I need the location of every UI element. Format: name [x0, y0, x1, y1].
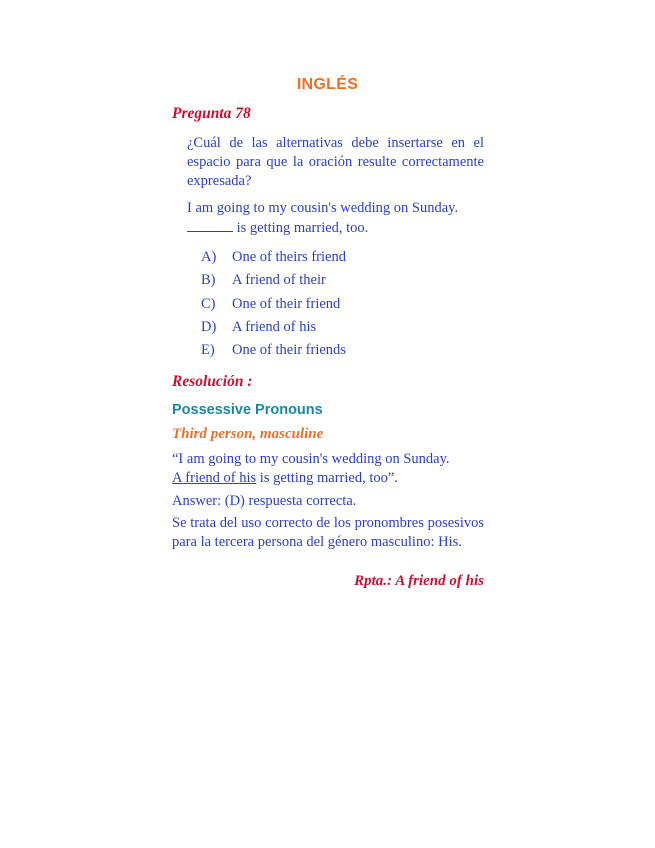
page-title: INGLÉS: [296, 76, 359, 93]
option-text: A friend of his: [232, 318, 317, 335]
resolution-heading: Resolución :: [172, 373, 253, 390]
question-sentence: [187, 199, 484, 238]
sentence-blank: [187, 218, 233, 232]
question-heading: Pregunta 78: [172, 105, 251, 122]
option-text: One of theirs friend: [232, 249, 346, 265]
sentence-line-1: I am going to my cousin's wedding on Sunday.: [187, 200, 459, 216]
resolution-answer: Answer: (D) respuesta correcta.: [172, 493, 357, 509]
resolution-explanation: Se trata del uso correcto de los pronombres posesivos para la tercera persona del género masculino: His.: [172, 515, 484, 550]
resolution-topic: Possessive Pronouns: [172, 402, 323, 418]
sentence-line-2: is getting married, too.: [233, 220, 369, 236]
quote-underlined-phrase: A friend of his: [172, 470, 257, 486]
option-a: [201, 248, 346, 271]
option-letter: D): [201, 318, 217, 335]
option-letter: A): [201, 249, 217, 265]
answer-options: [201, 248, 346, 364]
option-text: A friend of their: [232, 272, 326, 289]
resolution-quote: [172, 450, 484, 488]
option-letter: C): [201, 295, 216, 312]
quote-line-1: “I am going to my cousin's wedding on Sunday.: [172, 451, 450, 467]
final-answer: Rpta.: A friend of his: [354, 573, 484, 589]
option-e: [201, 341, 346, 364]
option-b: [201, 271, 346, 294]
option-letter: E): [201, 342, 215, 359]
option-c: [201, 295, 346, 318]
question-text: ¿Cuál de las alternativas debe insertarse en el espacio para que la oración resulte correctamente expresada?: [187, 135, 484, 189]
option-d: [201, 318, 346, 341]
option-text: One of their friends: [232, 342, 346, 359]
option-text: One of their friend: [232, 295, 341, 312]
quote-line-2: is getting married, too”.: [256, 470, 398, 486]
option-letter: B): [201, 272, 216, 289]
resolution-subtopic: Third person, masculine: [172, 426, 324, 442]
